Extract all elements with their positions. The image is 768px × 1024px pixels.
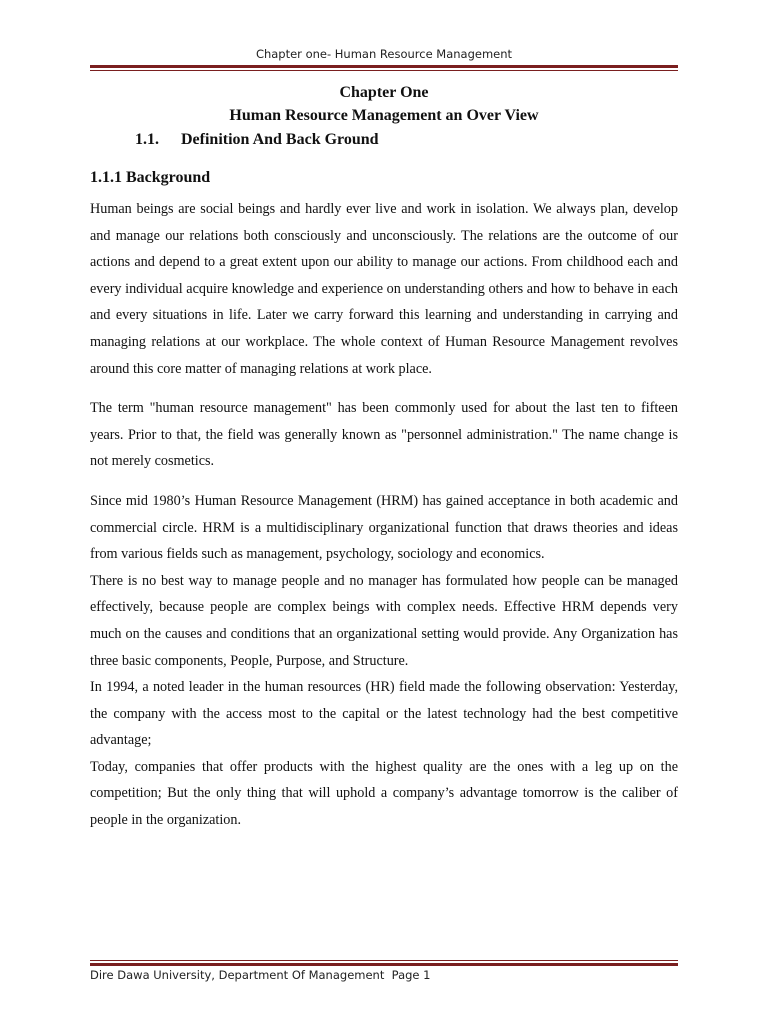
page-footer bbox=[90, 968, 430, 982]
page-number: Page 1 bbox=[391, 968, 431, 982]
chapter-subtitle: Human Resource Management an Over View bbox=[229, 107, 539, 124]
footer-institution: Dire Dawa University, Department Of Management bbox=[90, 968, 385, 982]
header-rule bbox=[90, 65, 678, 71]
running-header: Chapter one- Human Resource Management bbox=[255, 47, 513, 61]
section-number: 1.1. bbox=[135, 131, 159, 148]
chapter-title: Chapter One bbox=[339, 84, 429, 101]
subsection-heading: 1.1.1 Background bbox=[90, 169, 211, 186]
section-title: Definition And Back Ground bbox=[181, 131, 379, 148]
paragraph-1: Human beings are social beings and hardly ever live and work in isolation. We always plan, develop and manage our relations both consciously and unconsciously. The relations are the outcome of our actions and depend to a great extent upon our ability to manage our actions. From childhood each and every individual acquire knowledge and experience on understanding others and how to behave in each and every situations in life. Later we carry forward this learning and understanding in carrying and managing relations at our workplace. The whole context of Human Resource Management revolves around this core matter of managing relations at work place. bbox=[90, 201, 678, 377]
paragraph-4: There is no best way to manage people and no manager has formulated how people can be managed effectively, because people are complex beings with complex needs. Effective HRM depends very much on the causes and conditions that an organizational setting would provide. Any Organization has three basic components, People, Purpose, and Structure. bbox=[90, 572, 678, 669]
paragraph-6: Today, companies that offer products with the highest quality are the ones with a leg up on the competition; But the only thing that will uphold a company’s advantage tomorrow is the caliber of people in the organization. bbox=[90, 758, 678, 829]
section-heading bbox=[135, 131, 379, 149]
body-text bbox=[90, 196, 678, 834]
footer-rule bbox=[90, 960, 678, 966]
paragraph-2: The term "human resource management" has been commonly used for about the last ten to fifteen years. Prior to that, the field was generally known as "personnel administration." The name change is not merely cosmetics. bbox=[90, 400, 678, 470]
paragraph-5: In 1994, a noted leader in the human resources (HR) field made the following observation: Yesterday, the company with the access most to the capital or the latest technology had the best competitive advantage; bbox=[90, 679, 678, 749]
paragraph-3: Since mid 1980’s Human Resource Management (HRM) has gained acceptance in both academic and commercial circle. HRM is a multidisciplinary organizational function that draws theories and ideas from various fields such as management, psychology, sociology and economics. bbox=[90, 492, 678, 563]
